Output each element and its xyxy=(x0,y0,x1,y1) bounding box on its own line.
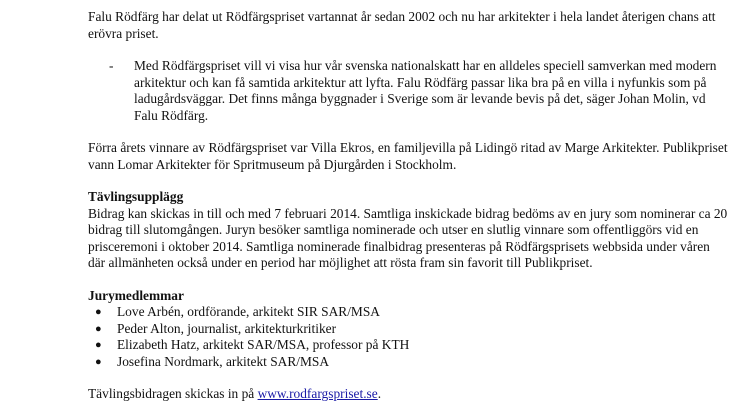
competition-section xyxy=(88,189,728,272)
jury-member-text: Josefina Nordmark, arkitekt SAR/MSA xyxy=(117,353,329,369)
intro-paragraph: Falu Rödfärg har delat ut Rödfärgspriset vartannat år sedan 2002 och nu har arkitekter i hela landet återigen chans att erövra priset. xyxy=(88,9,716,41)
submission-suffix: . xyxy=(377,386,382,401)
jury-member xyxy=(88,337,728,354)
competition-heading: Tävlingsupplägg xyxy=(88,189,184,204)
jury-section xyxy=(88,288,728,371)
bullet-icon: ● xyxy=(95,322,102,335)
competition-paragraph: Bidrag kan skickas in till och med 7 februari 2014. Samtliga inskickade bidrag bedöms av en jury som nominerar ca 20 bidrag till slutomgången. Juryn besöker samtliga nominerade och utser en slutlig vinnare som offentliggörs vid en prisceremoni i oktober 2014. Samtliga nominerade finalbidrag presenteras på Rödfärgsprisets webbsida under våren där allmänheten också under en period har möjlighet att rösta fram sin favorit till Publikpriset. xyxy=(88,205,728,270)
bullet-icon: ● xyxy=(95,355,102,368)
quote-dash: - xyxy=(109,58,114,73)
quote-paragraph: Med Rödfärgspriset vill vi visa hur vår svenska nationalskatt har en alldeles speciell samverkan med modern arkitektur och kan få samtida arkitektur att lyfta. Falu Rödfärg passar lika bra på en villa i nyfunkis som på ladugårdsväggar. Det finns många byggnader i Sverige som är levande bevis på det, säger Johan Molin, vd Falu Rödfärg. xyxy=(134,58,717,123)
document-body xyxy=(88,9,728,403)
submission-prefix: Tävlingsbidragen skickas in på xyxy=(88,386,258,401)
jury-heading: Jurymedlemmar xyxy=(88,287,184,303)
jury-member-text: Peder Alton, journalist, arkitekturkritiker xyxy=(117,320,337,336)
jury-member xyxy=(88,304,728,321)
jury-list xyxy=(88,304,728,370)
winners-paragraph: Förra årets vinnare av Rödfärgspriset var Villa Ekros, en familjevilla på Lidingö ritad av Marge Arkitekter. Publikpriset vann Lomar Arkitekter för Spritmuseum på Djurgården i Stockholm. xyxy=(88,140,728,172)
jury-member-text: Elizabeth Hatz, arkitekt SAR/MSA, professor på KTH xyxy=(117,337,410,352)
quote-block xyxy=(88,58,728,124)
website-link[interactable]: www.rodfargspriset.se xyxy=(257,386,378,401)
bullet-icon: ● xyxy=(95,306,102,318)
submission-line xyxy=(88,386,728,403)
jury-member-text: Love Arbén, ordförande, arkitekt SIR SAR/MSA xyxy=(117,304,380,319)
jury-member xyxy=(88,354,728,371)
bullet-icon: ● xyxy=(95,339,102,351)
jury-member xyxy=(88,321,728,338)
